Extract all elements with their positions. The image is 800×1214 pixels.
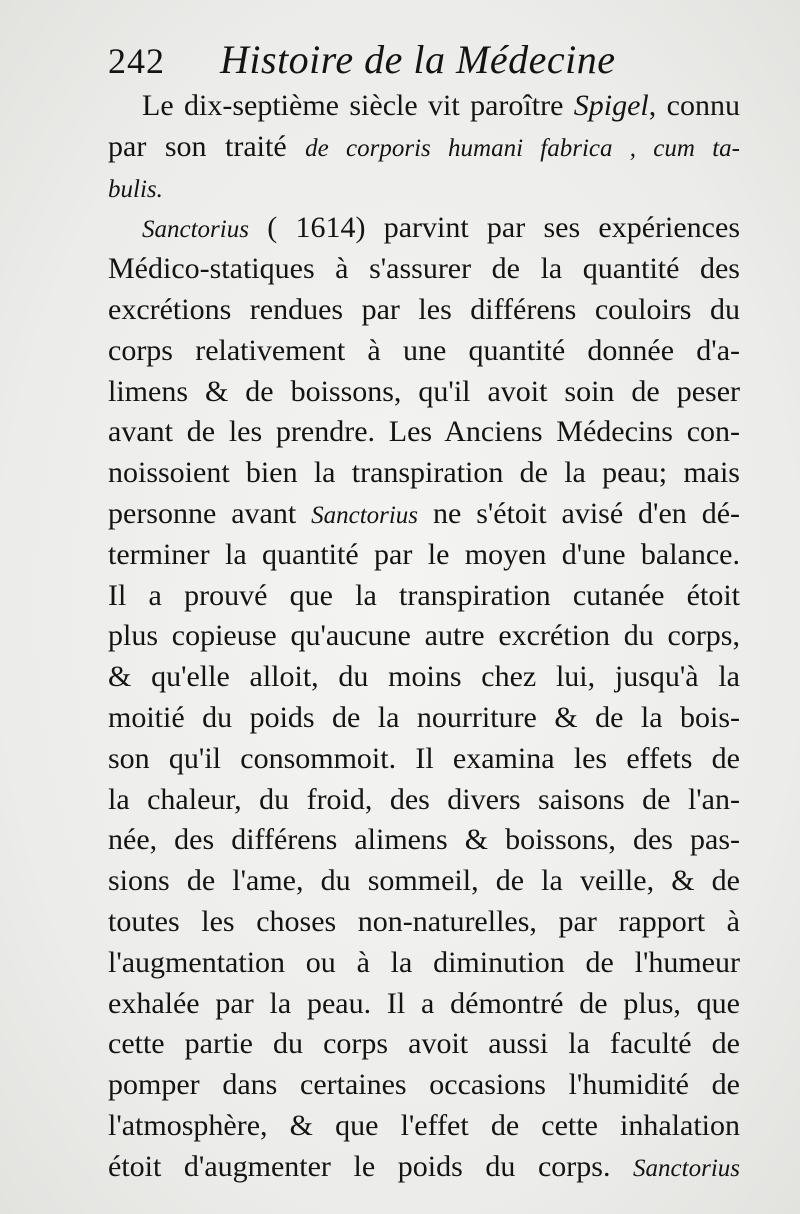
text-line <box>108 820 740 861</box>
text-span: cette partie du corps avoit aussi la faculté de <box>108 1027 740 1061</box>
italic-text: Sanctorius <box>311 501 419 529</box>
text-span: ( 1614) parvint par ses expériences <box>248 211 740 245</box>
text-span: plus copieuse qu'aucune autre excrétion du corps, <box>108 619 740 653</box>
text-line <box>108 1024 740 1065</box>
text-span: ne s'étoit avisé d'en dé- <box>418 496 740 530</box>
text-line <box>108 1106 740 1147</box>
text-line <box>108 943 740 984</box>
text-span: par son traité <box>108 129 306 163</box>
text-span: terminer la quantité par le moyen d'une balance. <box>108 537 740 571</box>
text-span: & qu'elle alloit, du moins chez lui, jusqu'à la <box>108 660 740 694</box>
running-title: Histoire de la Médecine <box>220 37 616 82</box>
italic-text: de corporis humani fabrica , cum ta- <box>305 134 740 162</box>
text-span: , connu <box>648 89 740 122</box>
text-span: corps relativement à une quantité donnée d'a- <box>108 333 740 367</box>
text-span: noissoient bien la transpiration de la peau; mais <box>108 456 740 490</box>
text-line <box>108 412 740 453</box>
text-span: étoit d'augmenter le poids du corps. <box>108 1149 634 1183</box>
text-span: avant de les prendre. Les Anciens Médecins con- <box>108 415 740 449</box>
text-line <box>108 331 740 372</box>
text-line <box>108 453 740 494</box>
text-line <box>108 1147 740 1188</box>
page-header <box>108 36 748 88</box>
text-line <box>108 127 740 168</box>
page-number: 242 <box>108 41 165 81</box>
text-line <box>108 984 740 1025</box>
text-span: limens & de boissons, qu'il avoit soin de peser <box>108 374 740 408</box>
body-text <box>108 86 740 1188</box>
text-line <box>108 86 740 127</box>
text-line <box>108 657 740 698</box>
text-span: exhalée par la peau. Il a démontré de plus, que <box>108 986 740 1020</box>
text-span: Il a prouvé que la transpiration cutanée étoit <box>108 578 740 612</box>
text-line <box>108 208 740 249</box>
text-line <box>108 372 740 413</box>
text-span: pomper dans certaines occasions l'humidité de <box>108 1068 740 1102</box>
text-line <box>108 168 740 209</box>
text-span: personne avant <box>108 496 312 530</box>
text-line <box>108 902 740 943</box>
italic-text: Spigel <box>573 89 649 122</box>
text-line <box>108 780 740 821</box>
text-line <box>108 616 740 657</box>
text-line <box>108 494 740 535</box>
text-line <box>108 576 740 617</box>
text-line <box>108 249 740 290</box>
text-span: née, des différens alimens & boissons, des pas- <box>108 823 740 857</box>
text-line <box>108 698 740 739</box>
text-span: moitié du poids de la nourriture & de la bois- <box>108 700 740 734</box>
text-span: la chaleur, du froid, des divers saisons de l'an- <box>108 782 740 816</box>
text-line <box>108 1065 740 1106</box>
text-span: l'augmentation ou à la diminution de l'humeur <box>108 945 740 979</box>
text-span: l'atmosphère, & que l'effet de cette inhalation <box>108 1108 740 1142</box>
text-line <box>108 739 740 780</box>
text-line <box>108 535 740 576</box>
text-span: sions de l'ame, du sommeil, de la veille, & de <box>108 864 740 898</box>
text-span: toutes les choses non-naturelles, par rapport à <box>108 904 740 938</box>
text-line <box>108 861 740 902</box>
text-span: Médico-statiques à s'assurer de la quantité des <box>108 252 740 286</box>
italic-text: bulis. <box>108 175 163 203</box>
italic-text: Sanctorius <box>142 216 249 244</box>
text-line <box>108 290 740 331</box>
italic-text: Sanctorius <box>633 1154 740 1182</box>
text-span: Le dix-septième siècle vit paroître <box>142 89 574 122</box>
text-span: son qu'il consommoit. Il examina les effets de <box>108 741 740 775</box>
text-span: excrétions rendues par les différens couloirs du <box>108 292 740 326</box>
